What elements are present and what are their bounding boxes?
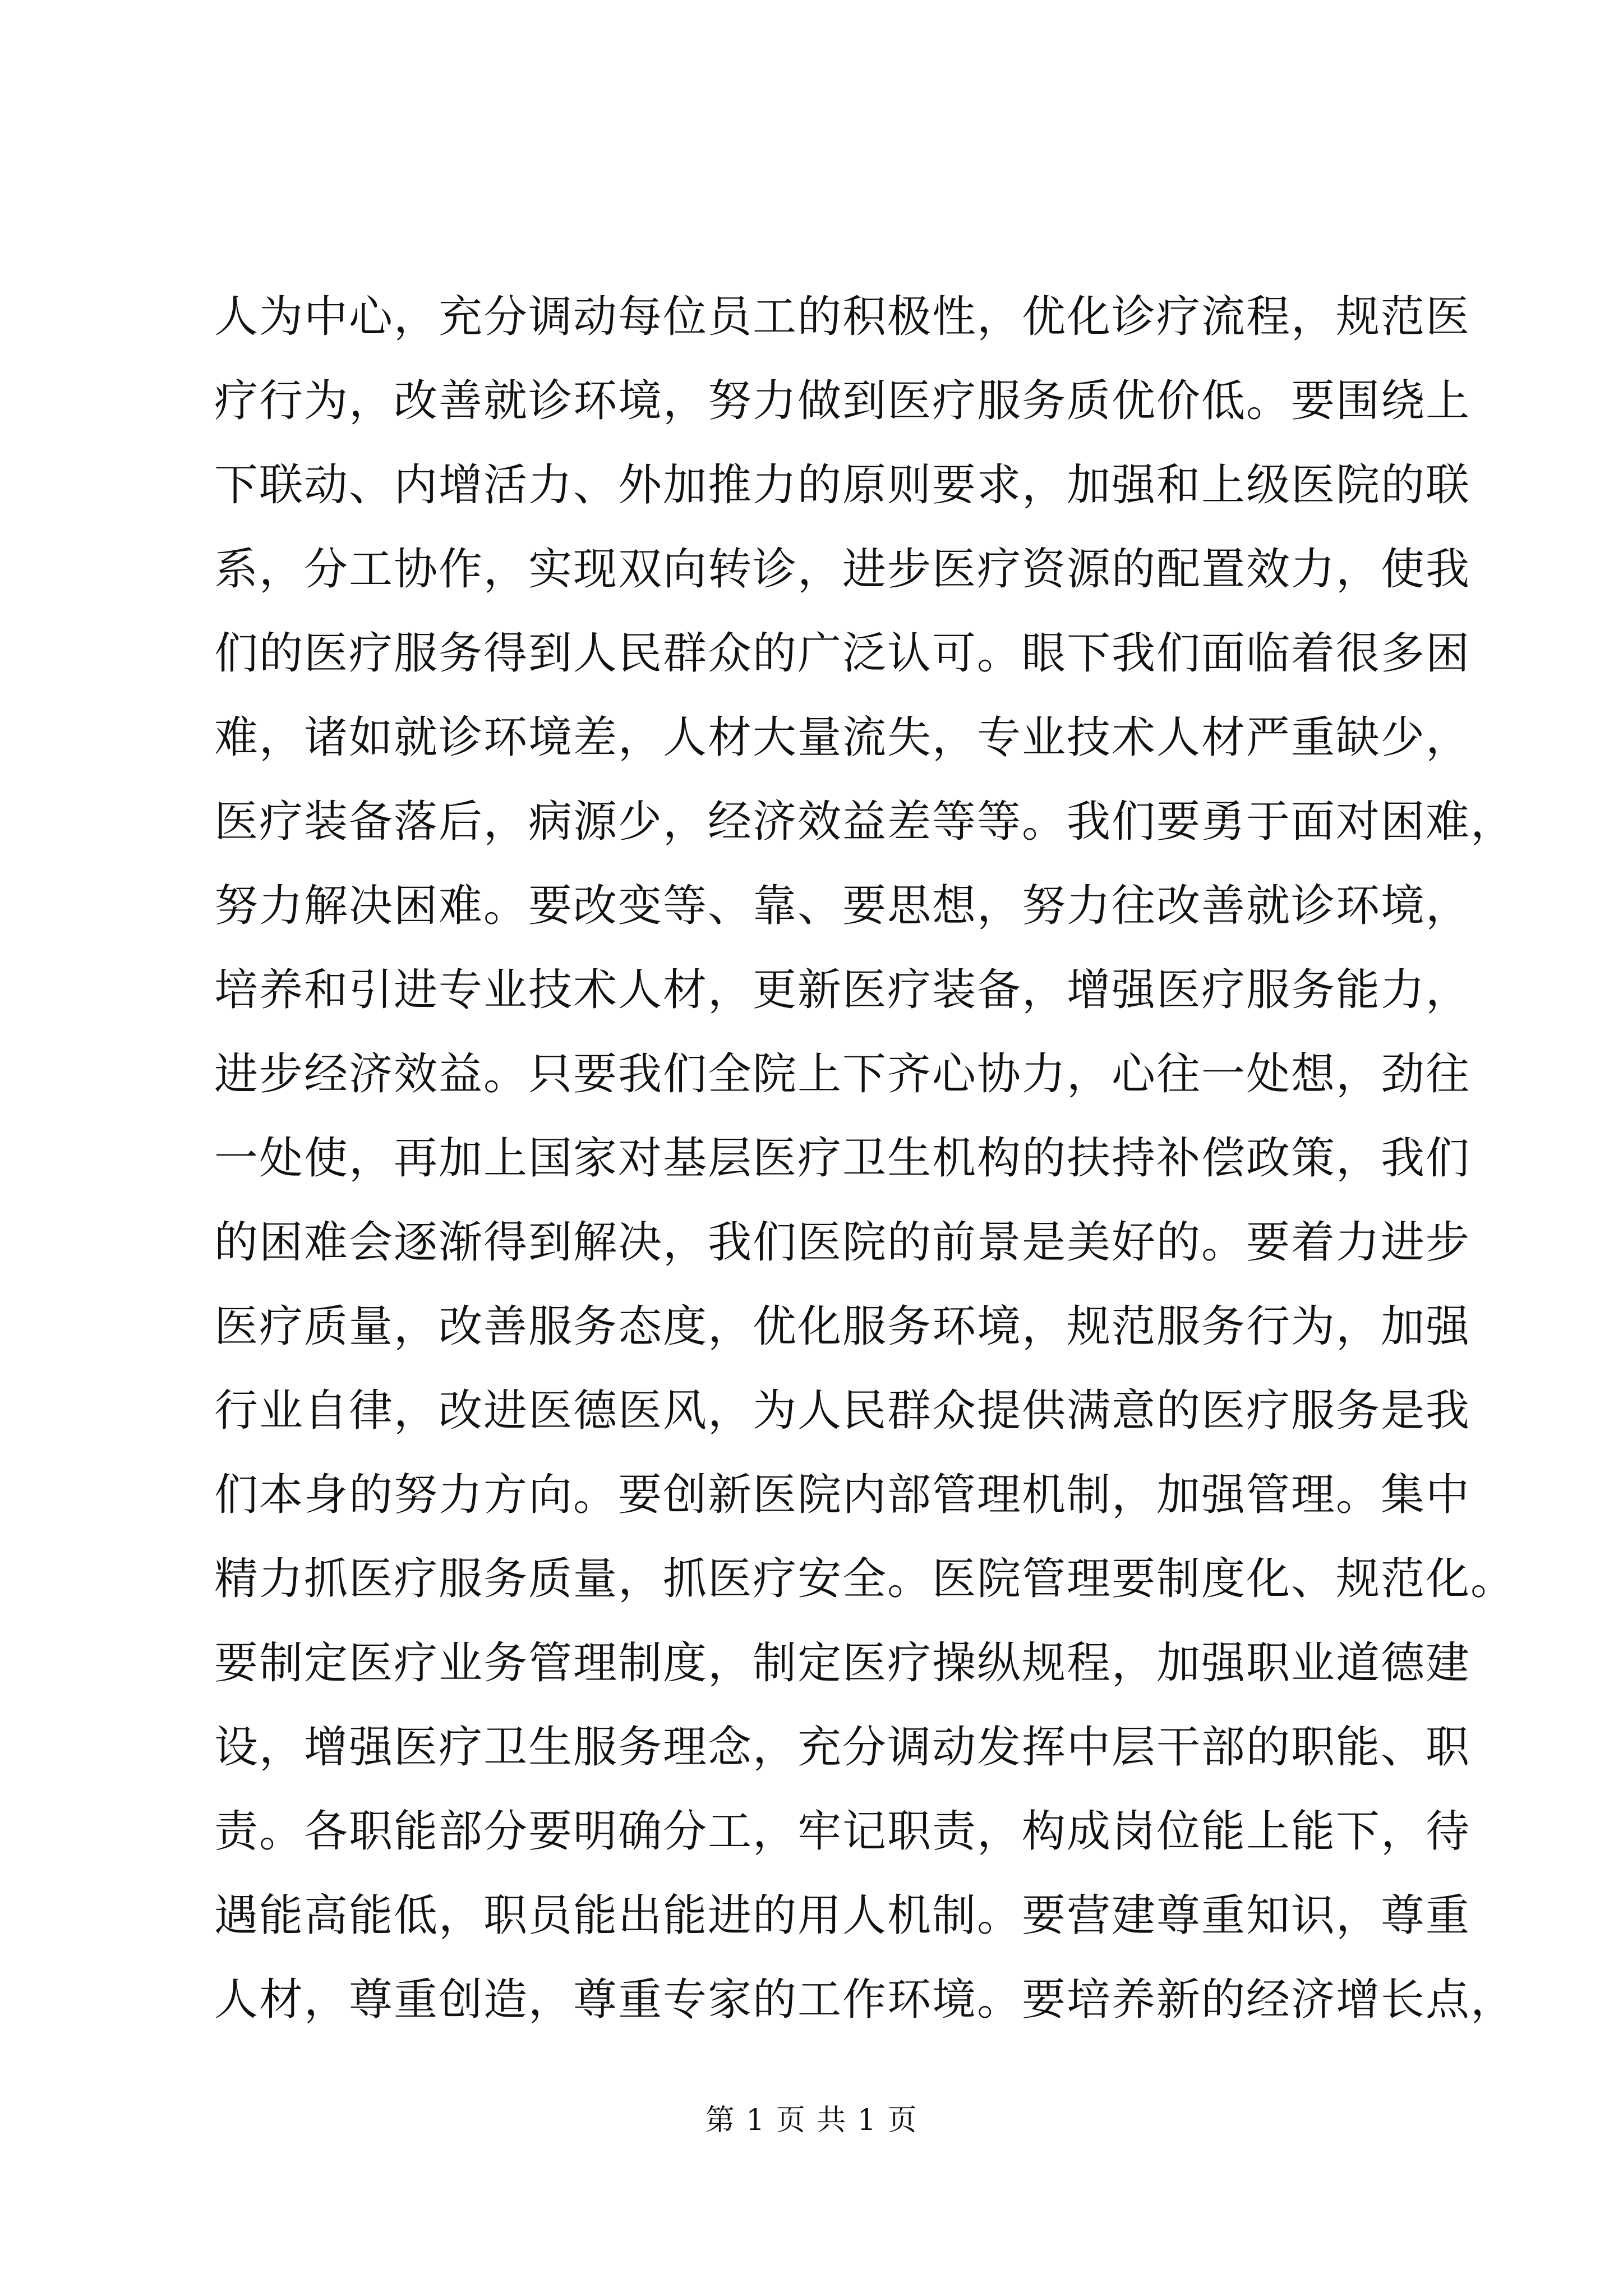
text-line: 人材，尊重创造，尊重专家的工作环境。要培养新的经济增长点， xyxy=(214,1975,1516,2025)
text-line: 精力抓医疗服务质量，抓医疗安全。医院管理要制度化、规范化。 xyxy=(214,1554,1516,1604)
text-line: 们本身的努力方向。要创新医院内部管理机制，加强管理。集中 xyxy=(214,1470,1471,1520)
text-line: 遇能高能低，职员能出能进的用人机制。要营建尊重知识，尊重 xyxy=(214,1890,1471,1941)
text-line: 的困难会逐渐得到解决，我们医院的前景是美好的。要着力进步 xyxy=(214,1217,1471,1268)
text-line: 下联动、内增活力、外加推力的原则要求，加强和上级医院的联 xyxy=(214,460,1471,510)
text-line: 培养和引进专业技术人材，更新医疗装备，增强医疗服务能力， xyxy=(214,965,1471,1015)
body-text xyxy=(214,275,1516,2042)
text-line: 要制定医疗业务管理制度，制定医疗操纵规程，加强职业道德建 xyxy=(214,1638,1471,1688)
text-line: 医疗装备落后，病源少，经济效益差等等。我们要勇于面对困难， xyxy=(214,797,1516,847)
text-line: 责。各职能部分要明确分工，牢记职责，构成岗位能上能下，待 xyxy=(214,1806,1471,1857)
text-line: 行业自律，改进医德医风，为人民群众提供满意的医疗服务是我 xyxy=(214,1386,1471,1436)
text-line: 医疗质量，改善服务态度，优化服务环境，规范服务行为，加强 xyxy=(214,1301,1471,1352)
text-line: 疗行为，改善就诊环境，努力做到医疗服务质优价低。要围绕上 xyxy=(214,376,1471,426)
text-line: 努力解决困难。要改变等、靠、要思想，努力往改善就诊环境， xyxy=(214,881,1471,931)
text-line: 设，增强医疗卫生服务理念，充分调动发挥中层干部的职能、职 xyxy=(214,1722,1471,1773)
text-line: 一处使，再加上国家对基层医疗卫生机构的扶持补偿政策，我们 xyxy=(214,1133,1471,1184)
text-line: 人为中心，充分调动每位员工的积极性，优化诊疗流程，规范医 xyxy=(214,292,1471,342)
text-line: 进步经济效益。只要我们全院上下齐心协力，心往一处想，劲往 xyxy=(214,1049,1471,1099)
text-line: 们的医疗服务得到人民群众的广泛认可。眼下我们面临着很多困 xyxy=(214,628,1471,679)
text-line: 难，诸如就诊环境差，人材大量流失，专业技术人材严重缺少， xyxy=(214,712,1471,763)
page-footer: 第 1 页 共 1 页 xyxy=(705,2104,918,2137)
text-line: 系，分工协作，实现双向转诊，进步医疗资源的配置效力，使我 xyxy=(214,544,1471,595)
